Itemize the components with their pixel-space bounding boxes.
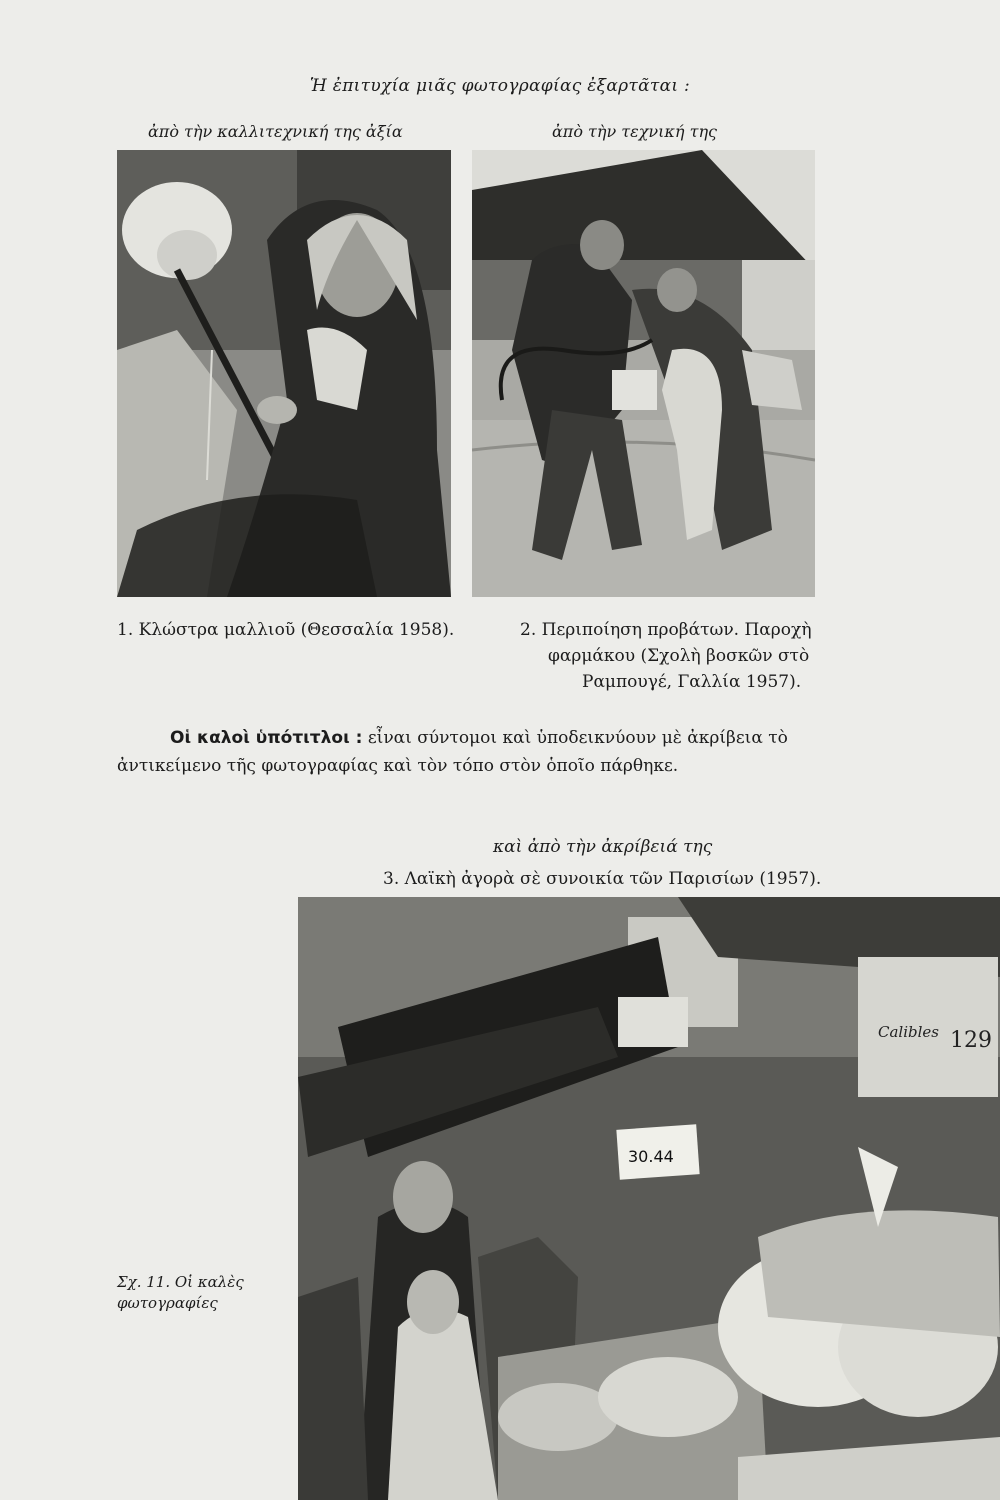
- photo-wool-spinner-image: [117, 150, 451, 597]
- photo2-caption-line1: 2. Περιποίηση προβάτων. Παροχὴ: [520, 620, 812, 640]
- good-captions-heading: Οἱ καλοὶ ὑπότιτλοι :: [170, 728, 363, 748]
- price-tag-text: 30.44: [628, 1147, 674, 1166]
- price-sign-number: 129: [950, 1028, 992, 1053]
- artistic-value-heading: ἀπὸ τὴν καλλιτεχνική της ἀξία: [148, 122, 403, 141]
- precision-heading: καὶ ἀπὸ τὴν ἀκρίβειά της: [493, 837, 713, 857]
- photo-wool-spinner: [117, 150, 451, 597]
- technique-heading: ἀπὸ τὴν τεχνική της: [552, 122, 717, 141]
- price-sign-text: Calibles: [878, 1023, 939, 1041]
- photo-paris-market-image: [298, 897, 1000, 1500]
- good-captions-text-line1: εἶναι σύντομοι καὶ ὑποδεικνύουν μὲ ἀκρίβεια τὸ: [367, 728, 788, 748]
- photo3-caption: 3. Λαϊκὴ ἀγορὰ σὲ συνοικία τῶν Παρισίων (1957).: [383, 869, 822, 889]
- page-title: Ἡ ἐπιτυχία μιᾶς φωτογραφίας ἐξαρτᾶται :: [309, 76, 691, 96]
- good-captions-text-line2: ἀντικείμενο τῆς φωτογραφίας καὶ τὸν τόπο στὸν ὁποῖο πάρθηκε.: [117, 756, 679, 776]
- photo-sheep-care: [472, 150, 815, 597]
- figure-label-line1: Σχ. 11. Οἱ καλὲς: [117, 1273, 244, 1291]
- photo2-caption-line3: Ραμπουγέ, Γαλλία 1957).: [582, 672, 802, 692]
- figure-label-line2: φωτογραφίες: [117, 1294, 218, 1312]
- photo1-caption: 1. Κλώστρα μαλλιοῦ (Θεσσαλία 1958).: [117, 620, 455, 640]
- good-captions-paragraph: [170, 724, 788, 752]
- photo2-caption-line2: φαρμάκου (Σχολὴ βοσκῶν στὸ: [548, 646, 810, 666]
- photo-sheep-care-image: [472, 150, 815, 597]
- photo-paris-market: [298, 897, 1000, 1500]
